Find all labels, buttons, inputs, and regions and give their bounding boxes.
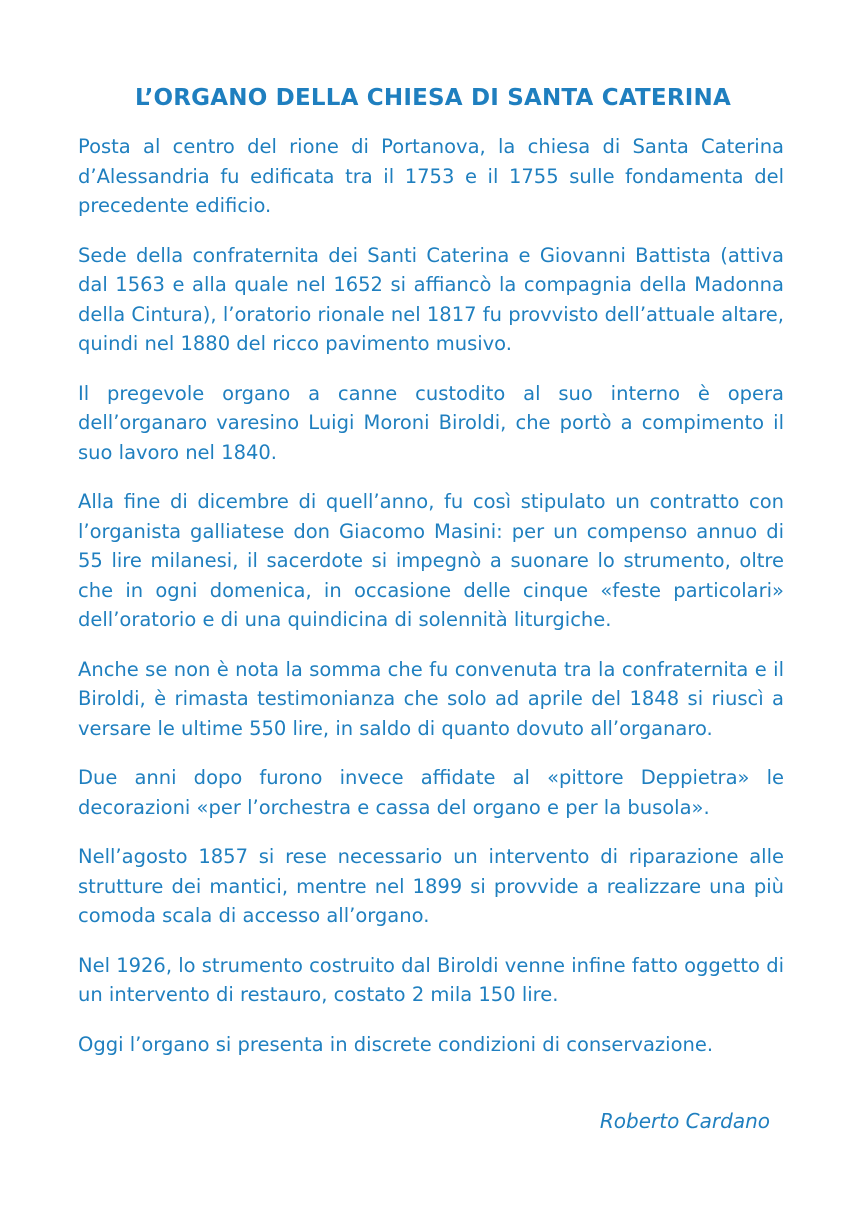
paragraph-3: Il pregevole organo a canne custodito al suo interno è opera dell’organaro varesino Luigi Moroni Biroldi, che portò a compimento il suo lavoro nel 1840. [78, 381, 784, 464]
page-title: L’ORGANO DELLA CHIESA DI SANTA CATERINA [135, 85, 731, 112]
paragraph-5: Anche se non è nota la somma che fu convenuta tra la confraternita e il Biroldi, è rimasta testimonianza che solo ad aprile del 1848 si riuscì a versare le ultime 550 lire, in saldo di quanto dovuto all’organaro. [78, 657, 784, 740]
article-body [78, 132, 784, 1079]
paragraph-6: Due anni dopo furono invece affidate al «pittore Deppietra» le decorazioni «per l’orchestra e cassa del organo e per la busola». [78, 766, 784, 819]
paragraph-1: Posta al centro del rione di Portanova, la chiesa di Santa Caterina d’Alessandria fu edificata tra il 1753 e il 1755 sulle fondamenta del precedente edificio. [78, 135, 784, 217]
author-signature: Roberto Cardano [599, 1109, 770, 1133]
paragraph-4: Alla fine di dicembre di quell’anno, fu così stipulato un contratto con l’organista galliatese don Giacomo Masini: per un compenso annuo di 55 lire milanesi, il sacerdote si impegnò a suonare lo strumento, oltre che in ogni domenica, in occasione delle cinque «feste particolari» dell’oratorio e di una quindicina di solennità liturgiche. [78, 490, 784, 631]
paragraph-8: Nel 1926, lo strumento costruito dal Biroldi venne infine fatto oggetto di un intervento di restauro, costato 2 mila 150 lire. [78, 953, 784, 1006]
paragraph-9: Oggi l’organo si presenta in discrete condizioni di conservazione. [78, 1032, 714, 1056]
paragraph-2: Sede della confraternita dei Santi Caterina e Giovanni Battista (attiva dal 1563 e alla quale nel 1652 si affiancò la compagnia della Madonna della Cintura), l’oratorio rionale nel 1817 fu provvisto dell’attuale altare, quindi nel 1880 del ricco pavimento musivo. [78, 243, 784, 355]
paragraph-7: Nell’agosto 1857 si rese necessario un intervento di riparazione alle strutture dei mantici, mentre nel 1899 si provvide a realizzare una più comoda scala di accesso all’organo. [78, 845, 784, 927]
